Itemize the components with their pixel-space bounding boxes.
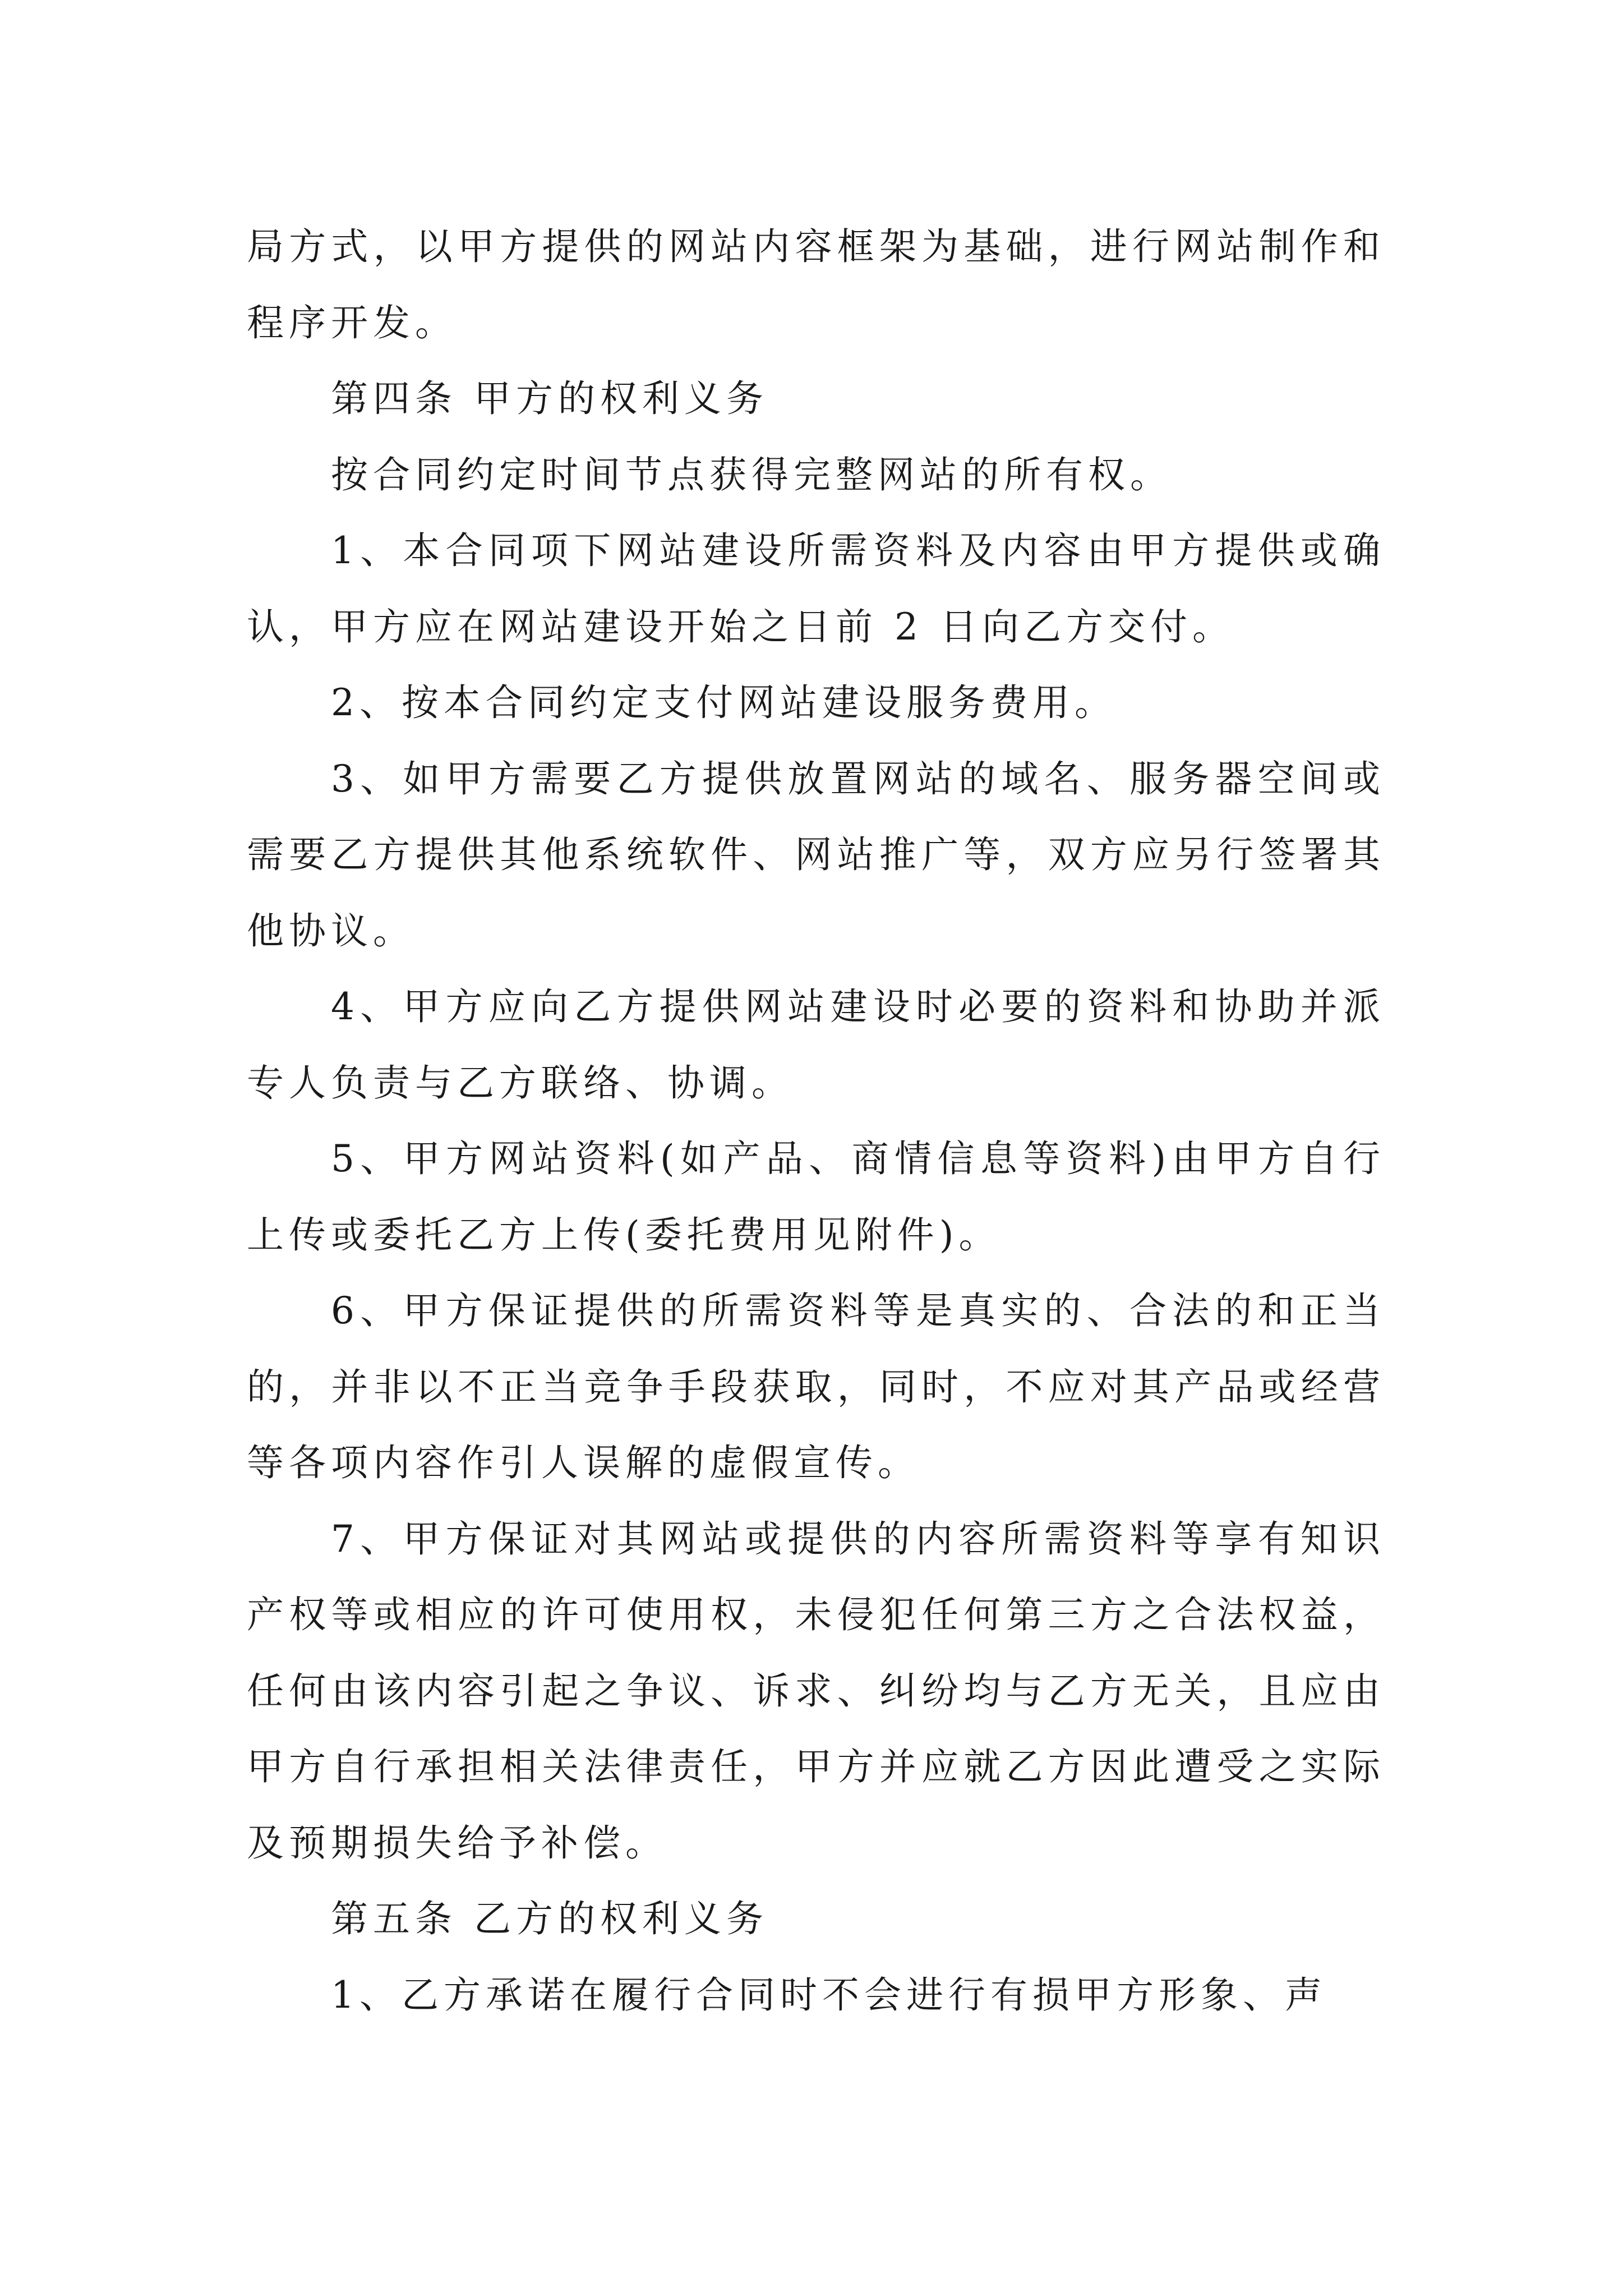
article-five-heading: 第五条 乙方的权利义务 — [331, 1897, 768, 1940]
clause-4-1: 1、本合同项下网站建设所需资料及内容由甲方提供或确认，甲方应在网站建设开始之日前 2 日向乙方交付。 — [247, 529, 1385, 648]
clause-4-3: 3、如甲方需要乙方提供放置网站的域名、服务器空间或需要乙方提供其他系统软件、网站推广等，双方应另行签署其他协议。 — [247, 757, 1385, 953]
paragraph-ownership: 按合同约定时间节点获得完整网站的所有权。 — [331, 453, 1172, 496]
document-body — [247, 209, 1385, 2033]
clause-4-6: 6、甲方保证提供的所需资料等是真实的、合法的和正当的，并非以不正当竞争手段获取，同时，不应对其产品或经营等各项内容作引人误解的虚假宣传。 — [247, 1289, 1385, 1484]
paragraph-continuation: 局方式，以甲方提供的网站内容框架为基础，进行网站制作和程序开发。 — [247, 225, 1385, 344]
clause-5-1: 1、乙方承诺在履行合同时不会进行有损甲方形象、声 — [331, 1973, 1327, 2017]
clause-4-7: 7、甲方保证对其网站或提供的内容所需资料等享有知识产权等或相应的许可使用权，未侵犯任何第三方之合法权益，任何由该内容引起之争议、诉求、纠纷均与乙方无关，且应由甲方自行承担相关法律责任，甲方并应就乙方因此遭受之实际及预期损失给予补偿。 — [247, 1517, 1385, 1865]
article-four-heading: 第四条 甲方的权利义务 — [331, 377, 768, 420]
clause-4-5: 5、甲方网站资料(如产品、商情信息等资料)由甲方自行上传或委托乙方上传(委托费用见附件)。 — [247, 1137, 1385, 1257]
clause-4-2: 2、按本合同约定支付网站建设服务费用。 — [331, 681, 1117, 724]
clause-4-4: 4、甲方应向乙方提供网站建设时必要的资料和协助并派专人负责与乙方联络、协调。 — [247, 985, 1385, 1105]
